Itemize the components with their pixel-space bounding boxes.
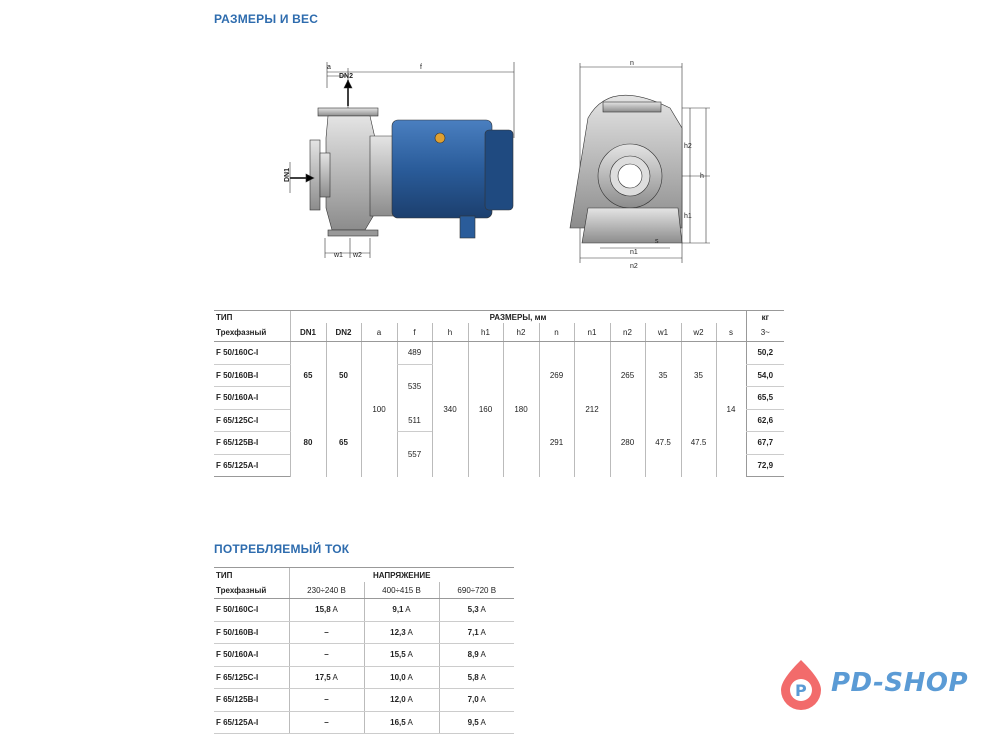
type-header: ТИП [214, 568, 289, 583]
cell-current-230 [289, 689, 364, 712]
label-dn1: DN1 [284, 167, 291, 182]
cell-dn2: 65 [326, 409, 361, 477]
unit-label: A [480, 605, 486, 615]
row-type: F 65/125B-I [214, 432, 290, 455]
cell-current-690 [439, 689, 514, 712]
row-type: F 65/125C-I [214, 666, 289, 689]
unit-label: A [480, 695, 486, 705]
label-s: s [655, 238, 659, 245]
row-type: F 65/125B-I [214, 689, 289, 712]
cell-current-690 [439, 621, 514, 644]
voltage-col: 690÷720 В [439, 582, 514, 599]
side-view [290, 62, 514, 258]
col-header: DN1 [290, 323, 326, 342]
table-row [214, 711, 514, 734]
current-value: 5,3 [467, 605, 479, 615]
col-header: h2 [503, 323, 539, 342]
cell-w1: 47.5 [645, 409, 681, 477]
cell-current-230 [289, 621, 364, 644]
col-header: h [432, 323, 468, 342]
cell-current-400 [364, 644, 439, 667]
cell-kg: 65,5 [746, 387, 784, 410]
label-a: a [327, 64, 331, 71]
table-row [214, 621, 514, 644]
col-header: w1 [645, 323, 681, 342]
table-row [214, 644, 514, 667]
cell-current-230 [289, 666, 364, 689]
section-title-current: ПОТРЕБЛЯЕМЫЙ ТОК [214, 542, 350, 556]
cell-f: 511 [397, 409, 432, 432]
row-type: F 65/125C-I [214, 409, 290, 432]
unit-label: A [480, 672, 486, 682]
cell-w1: 35 [645, 342, 681, 410]
unit-label: A [332, 672, 338, 682]
current-value: 12,3 [390, 627, 406, 637]
cell-kg: 67,7 [746, 432, 784, 455]
unit-label: A [332, 605, 338, 615]
pump-drawing [270, 58, 730, 273]
current-value: 12,0 [390, 695, 406, 705]
logo-text: PD-SHOP [831, 668, 969, 698]
phase-header: Трехфазный [214, 582, 289, 599]
label-h1: h1 [684, 213, 692, 220]
cell-current-690 [439, 666, 514, 689]
current-value: 7,1 [467, 627, 479, 637]
cell-kg: 54,0 [746, 364, 784, 387]
cell-current-230 [289, 644, 364, 667]
cell-n1: 212 [574, 342, 610, 477]
drop-logo-icon [775, 658, 827, 710]
cell-kg: 72,9 [746, 454, 784, 477]
cell-current-400 [364, 666, 439, 689]
cell-a: 100 [361, 342, 397, 477]
cell-h1: 160 [468, 342, 503, 477]
kg-header: кг [746, 311, 784, 324]
cell-current-690 [439, 644, 514, 667]
cell-current-230 [289, 711, 364, 734]
cell-w2: 35 [681, 342, 716, 410]
label-dn2: DN2 [339, 73, 354, 80]
unit-label: A [480, 627, 486, 637]
unit-label: A [407, 717, 413, 727]
current-value: 10,0 [390, 672, 406, 682]
svg-text:P: P [795, 681, 807, 700]
col-header: DN2 [326, 323, 361, 342]
cell-w2: 47.5 [681, 409, 716, 477]
current-value: 15,8 [315, 605, 331, 615]
cell-n2: 280 [610, 409, 645, 477]
kg-sub-header: 3~ [746, 323, 784, 342]
cell-kg: 62,6 [746, 409, 784, 432]
row-type: F 50/160B-I [214, 621, 289, 644]
table-row [214, 599, 514, 622]
cell-current-690 [439, 711, 514, 734]
cell-kg: 50,2 [746, 342, 784, 365]
col-header: h1 [468, 323, 503, 342]
current-value: 8,9 [467, 650, 479, 660]
cell-n2: 265 [610, 342, 645, 410]
current-value: 5,8 [467, 672, 479, 682]
current-value: – [324, 717, 329, 727]
current-value: – [324, 627, 329, 637]
label-n: n [630, 60, 634, 67]
unit-label: A [407, 695, 413, 705]
cell-current-400 [364, 621, 439, 644]
unit-label: A [407, 650, 413, 660]
voltage-header: НАПРЯЖЕНИЕ [289, 568, 514, 583]
current-table [214, 567, 514, 734]
cell-h2: 180 [503, 342, 539, 477]
voltage-col: 230÷240 В [289, 582, 364, 599]
label-h: h [700, 173, 704, 180]
row-type: F 50/160C-I [214, 342, 290, 365]
type-header: ТИП [214, 311, 290, 324]
current-value: 16,5 [390, 717, 406, 727]
current-value: 15,5 [390, 650, 406, 660]
section-title-dimensions: РАЗМЕРЫ И ВЕС [214, 12, 319, 26]
unit-label: A [480, 650, 486, 660]
cell-current-400 [364, 711, 439, 734]
unit-label: A [405, 605, 411, 615]
col-header: w2 [681, 323, 716, 342]
col-header: n1 [574, 323, 610, 342]
cell-dn1: 80 [290, 409, 326, 477]
label-w2: w2 [353, 252, 362, 259]
pd-shop-logo [775, 658, 975, 710]
dimensions-group-header: РАЗМЕРЫ, мм [290, 311, 746, 324]
col-header: f [397, 323, 432, 342]
row-type: F 50/160A-I [214, 387, 290, 410]
current-value: – [324, 650, 329, 660]
row-type: F 65/125A-I [214, 711, 289, 734]
col-header: n2 [610, 323, 645, 342]
phase-header: Трехфазный [214, 323, 290, 342]
cell-h: 340 [432, 342, 468, 477]
cell-s: 14 [716, 342, 746, 477]
row-type: F 50/160A-I [214, 644, 289, 667]
cell-n: 291 [539, 409, 574, 477]
label-h2: h2 [684, 143, 692, 150]
current-value: 7,0 [467, 695, 479, 705]
current-value: 9,1 [392, 605, 404, 615]
col-header: s [716, 323, 746, 342]
label-w1: w1 [334, 252, 343, 259]
table-row [214, 689, 514, 712]
label-n1: n1 [630, 249, 638, 256]
row-type: F 65/125A-I [214, 454, 290, 477]
cell-current-400 [364, 599, 439, 622]
cell-f: 535 [397, 364, 432, 409]
current-value: 9,5 [467, 717, 479, 727]
cell-dn2: 50 [326, 342, 361, 410]
unit-label: A [480, 717, 486, 727]
label-n2: n2 [630, 263, 638, 270]
table-row [214, 666, 514, 689]
cell-f: 489 [397, 342, 432, 365]
cell-current-230 [289, 599, 364, 622]
voltage-col: 400÷415 В [364, 582, 439, 599]
unit-label: A [407, 672, 413, 682]
current-value: – [324, 695, 329, 705]
cell-f: 557 [397, 432, 432, 477]
front-view [570, 63, 710, 263]
dimensions-table [214, 310, 784, 477]
label-f: f [420, 64, 422, 71]
row-type: F 50/160C-I [214, 599, 289, 622]
current-value: 17,5 [315, 672, 331, 682]
cell-current-690 [439, 599, 514, 622]
col-header: a [361, 323, 397, 342]
unit-label: A [407, 627, 413, 637]
cell-current-400 [364, 689, 439, 712]
cell-dn1: 65 [290, 342, 326, 410]
col-header: n [539, 323, 574, 342]
cell-n: 269 [539, 342, 574, 410]
row-type: F 50/160B-I [214, 364, 290, 387]
